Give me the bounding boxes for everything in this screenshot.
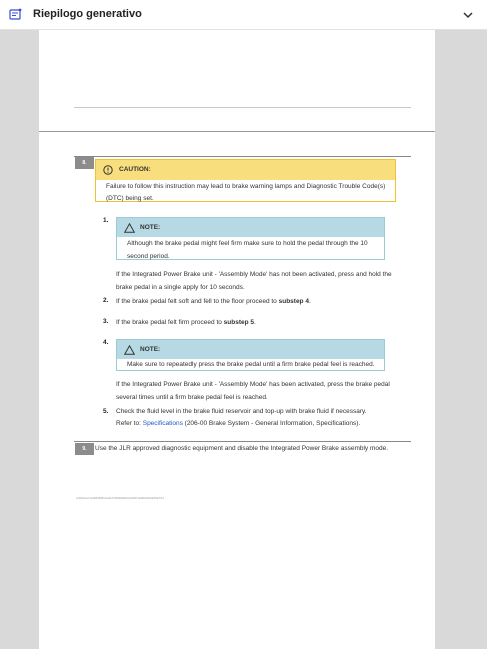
page-break	[39, 131, 435, 132]
step-badge: 9.	[75, 443, 94, 455]
substep-text: If the Integrated Power Brake unit - 'Assembly Mode' has been activated, press the brake pedal several times until a firm brake pedal feel is reached.	[116, 381, 390, 401]
divider	[74, 441, 411, 442]
refer-line: Refer to: Specifications (206-00 Brake System - General Information, Specifications).	[116, 420, 361, 427]
page-title: Riepilogo generativo	[33, 8, 142, 20]
substep-reference: substep 4	[278, 298, 309, 305]
generative-summary-icon	[9, 8, 22, 21]
note-text: Make sure to repeatedly press the brake pedal until a firm brake pedal feel is reached.	[127, 361, 375, 368]
document-id: ecb6f4c2e7a1d90b3f58c2a4e1d7960f2b8a5c3e0d4f71a69b2c8e5d0f3a7b14	[76, 497, 164, 500]
substep-number: 2.	[103, 297, 109, 304]
caution-label: CAUTION:	[119, 166, 151, 173]
substep-reference: substep 5	[223, 319, 255, 326]
substep-text: If the brake pedal felt soft and fell to the floor proceed to substep 4.	[116, 298, 311, 305]
note-text: Although the brake pedal might feel firm make sure to hold the pedal through the 10 second period.	[127, 240, 368, 260]
note-label: NOTE:	[140, 224, 161, 231]
specifications-link[interactable]: Specifications	[142, 420, 183, 427]
note-box	[116, 217, 385, 260]
substep-number: 3.	[103, 318, 109, 325]
substep-number: 1.	[103, 217, 109, 224]
note-header	[117, 218, 384, 237]
chevron-down-icon[interactable]	[461, 8, 475, 22]
divider	[74, 107, 411, 108]
caution-text: Failure to follow this instruction may lead to brake warning lamps and Diagnostic Trouble Code(s) (DTC) being set.	[106, 183, 386, 202]
divider	[74, 156, 411, 157]
caution-box	[95, 159, 396, 202]
substep-number: 5.	[103, 408, 109, 415]
warning-triangle-icon	[124, 223, 135, 233]
substep-text: If the brake pedal felt firm proceed to substep 5.	[116, 319, 256, 326]
note-header	[117, 340, 384, 359]
substep-number: 4.	[103, 339, 109, 346]
caution-header	[96, 160, 395, 180]
step-text: Use the JLR approved diagnostic equipment and disable the Integrated Power Brake assembly mode.	[95, 445, 389, 452]
substep-text: Check the fluid level in the brake fluid reservoir and top-up with brake fluid if necessary.	[116, 408, 367, 415]
step-badge: 8.	[75, 157, 94, 169]
top-bar	[0, 0, 487, 30]
substep-text: If the Integrated Power Brake unit - 'Assembly Mode' has not been activated, press and hold the brake pedal in a single apply for 10 seconds.	[116, 271, 392, 291]
note-box	[116, 339, 385, 371]
warning-circle-icon	[103, 165, 113, 175]
note-label: NOTE:	[140, 346, 161, 353]
warning-triangle-icon	[124, 345, 135, 355]
